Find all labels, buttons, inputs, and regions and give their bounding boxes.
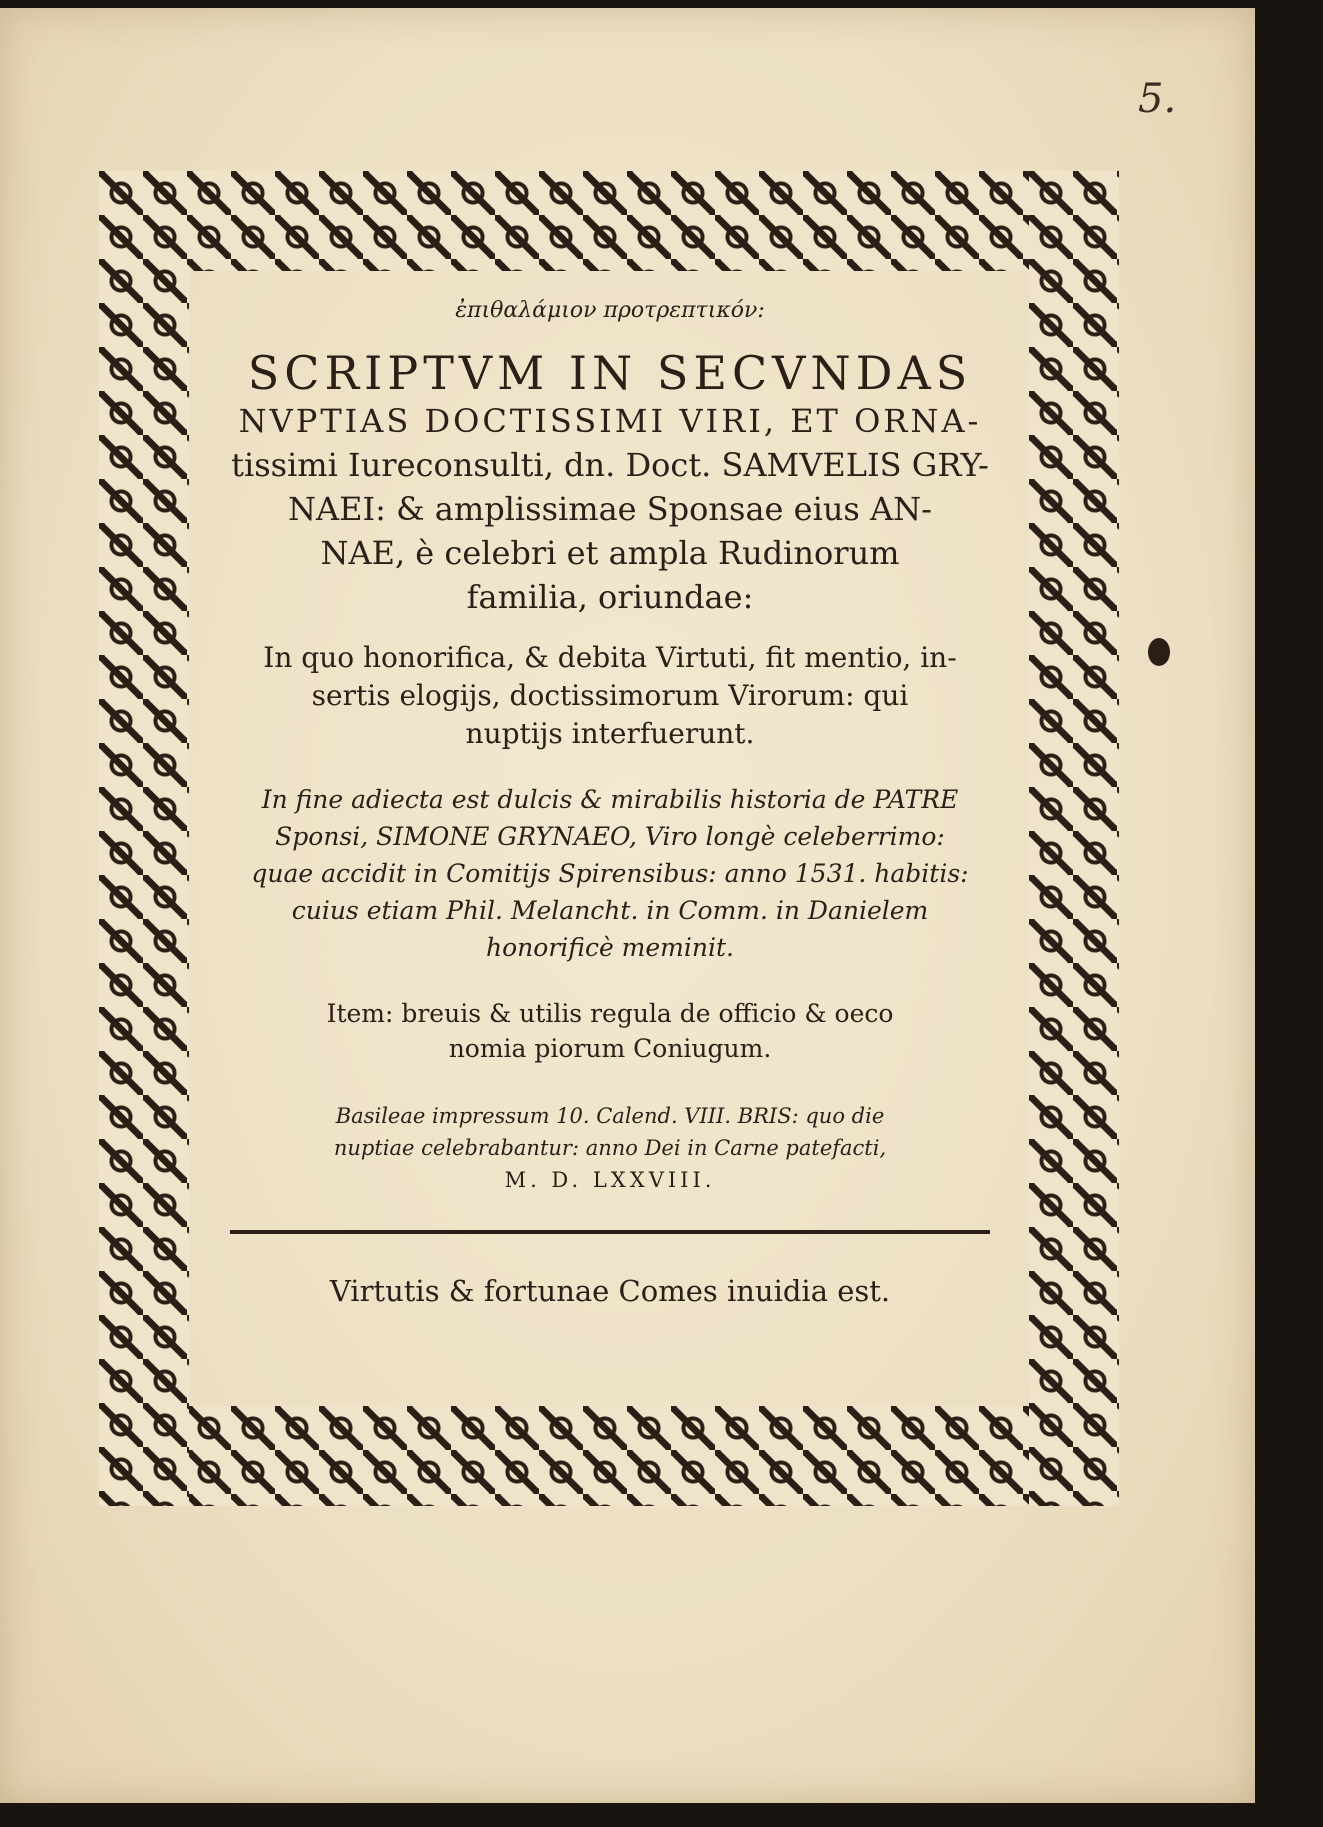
- border-right-ornament: [1029, 171, 1119, 1506]
- imprint-line: Basileae impressum 10. Calend. VIII. BRIS: quo die: [335, 1104, 885, 1128]
- paragraph-line: In quo honorifica, & debita Virtuti, fit mentio, in-: [263, 641, 957, 674]
- page-number: 5.: [1138, 76, 1177, 122]
- item-line: Item: breuis & utilis regula de officio & oeco: [326, 999, 894, 1028]
- italic-line: cuius etiam Phil. Melancht. in Comm. in Danielem: [291, 896, 929, 925]
- paragraph-line: nuptijs interfuerunt.: [465, 717, 755, 750]
- item-line: nomia piorum Coniugum.: [448, 1034, 772, 1063]
- border-left-ornament: [99, 171, 189, 1506]
- title-line: NVPTIAS DOCTISSIMI VIRI, ET ORNA-: [238, 402, 982, 440]
- imprint-date: M. D. LXXVIII.: [504, 1168, 716, 1192]
- italic-line: quae accidit in Comitijs Spirensibus: anno 1531. habitis:: [251, 859, 969, 888]
- greek-heading: ἐπιθαλάμιον προτρεπτικόν:: [455, 298, 765, 323]
- title-line: tissimi Iureconsulti, dn. Doct. SAMVELIS GRY-: [231, 446, 989, 484]
- title-line: SCRIPTVM IN SECVNDAS: [247, 346, 973, 400]
- title-line: NAE, è celebri et ampla Rudinorum: [320, 534, 900, 572]
- border-top-ornament: [99, 171, 1119, 271]
- italic-line: Sponsi, SIMONE GRYNAEO, Viro longè celeberrimo:: [275, 822, 945, 851]
- motto: Virtutis & fortunae Comes inuidia est.: [329, 1274, 891, 1308]
- title-page-text: [190, 298, 1030, 1308]
- divider-rule: [230, 1230, 990, 1234]
- document-page: [0, 8, 1255, 1803]
- italic-line: honorificè meminit.: [486, 933, 734, 962]
- title-line: familia, oriundae:: [466, 578, 754, 616]
- ink-blot: [1148, 638, 1170, 666]
- title-line: NAEI: & amplissimae Sponsae eius AN-: [288, 490, 932, 528]
- imprint-line: nuptiae celebrabantur: anno Dei in Carne patefacti,: [333, 1136, 887, 1160]
- paragraph-line: sertis elogijs, doctissimorum Virorum: qui: [311, 679, 909, 712]
- italic-line: In fine adiecta est dulcis & mirabilis historia de PATRE: [261, 785, 959, 814]
- border-bottom-ornament: [99, 1406, 1119, 1506]
